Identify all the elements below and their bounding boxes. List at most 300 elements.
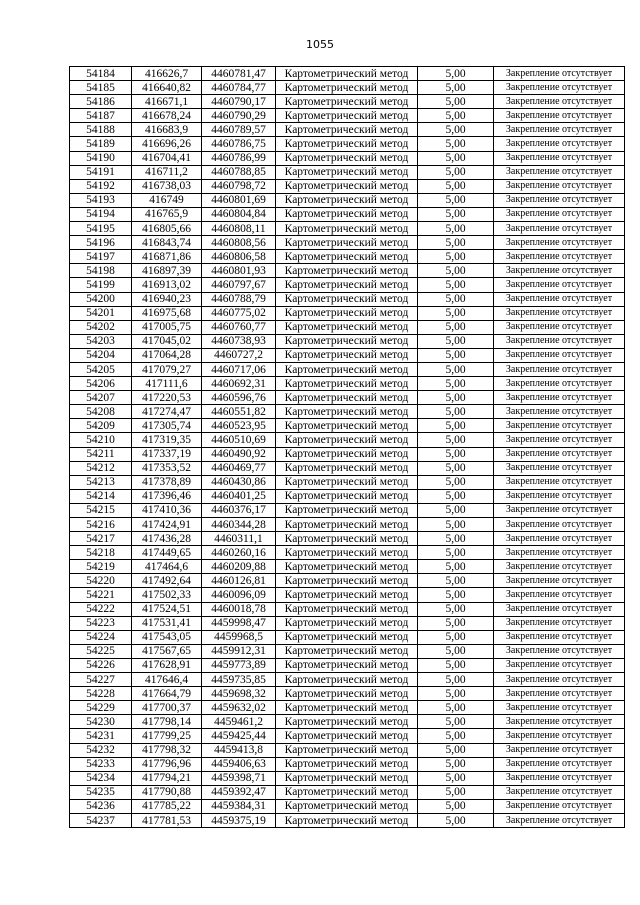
point-number-cell: 54190	[70, 151, 132, 165]
y-coordinate-cell: 4459375,19	[202, 813, 276, 827]
y-coordinate-cell: 4459698,32	[202, 687, 276, 701]
y-coordinate-cell: 4459384,31	[202, 799, 276, 813]
point-number-cell: 54237	[70, 813, 132, 827]
table-row	[70, 193, 625, 207]
point-number-cell: 54232	[70, 743, 132, 757]
table-row	[70, 377, 625, 391]
precision-cell: 5,00	[418, 602, 494, 616]
precision-cell: 5,00	[418, 532, 494, 546]
y-coordinate-cell: 4460430,86	[202, 475, 276, 489]
table-row	[70, 701, 625, 715]
x-coordinate-cell: 417079,27	[132, 362, 202, 376]
y-coordinate-cell: 4459406,63	[202, 757, 276, 771]
precision-cell: 5,00	[418, 151, 494, 165]
table-row	[70, 785, 625, 799]
point-number-cell: 54192	[70, 179, 132, 193]
fixation-note-cell: Закрепление отсутствует	[494, 95, 625, 109]
x-coordinate-cell: 417785,22	[132, 799, 202, 813]
x-coordinate-cell: 417274,47	[132, 405, 202, 419]
table-row	[70, 165, 625, 179]
table-row	[70, 687, 625, 701]
point-number-cell: 54226	[70, 658, 132, 672]
method-cell: Картометрический метод	[276, 405, 418, 419]
y-coordinate-cell: 4460344,28	[202, 518, 276, 532]
precision-cell: 5,00	[418, 179, 494, 193]
precision-cell: 5,00	[418, 320, 494, 334]
precision-cell: 5,00	[418, 729, 494, 743]
table-row	[70, 771, 625, 785]
y-coordinate-cell: 4460260,16	[202, 546, 276, 560]
x-coordinate-cell: 417424,91	[132, 518, 202, 532]
fixation-note-cell: Закрепление отсутствует	[494, 377, 625, 391]
x-coordinate-cell: 417794,21	[132, 771, 202, 785]
table-row	[70, 250, 625, 264]
fixation-note-cell: Закрепление отсутствует	[494, 574, 625, 588]
table-row	[70, 292, 625, 306]
table-row	[70, 81, 625, 95]
method-cell: Картометрический метод	[276, 574, 418, 588]
precision-cell: 5,00	[418, 616, 494, 630]
y-coordinate-cell: 4459413,8	[202, 743, 276, 757]
method-cell: Картометрический метод	[276, 123, 418, 137]
method-cell: Картометрический метод	[276, 771, 418, 785]
point-number-cell: 54209	[70, 419, 132, 433]
method-cell: Картометрический метод	[276, 95, 418, 109]
table-row	[70, 715, 625, 729]
x-coordinate-cell: 417220,53	[132, 391, 202, 405]
point-number-cell: 54216	[70, 518, 132, 532]
precision-cell: 5,00	[418, 560, 494, 574]
x-coordinate-cell: 417410,36	[132, 503, 202, 517]
x-coordinate-cell: 417305,74	[132, 419, 202, 433]
fixation-note-cell: Закрепление отсутствует	[494, 461, 625, 475]
fixation-note-cell: Закрепление отсутствует	[494, 630, 625, 644]
table-row	[70, 813, 625, 827]
fixation-note-cell: Закрепление отсутствует	[494, 546, 625, 560]
point-number-cell: 54233	[70, 757, 132, 771]
fixation-note-cell: Закрепление отсутствует	[494, 67, 625, 81]
precision-cell: 5,00	[418, 222, 494, 236]
point-number-cell: 54222	[70, 602, 132, 616]
fixation-note-cell: Закрепление отсутствует	[494, 687, 625, 701]
method-cell: Картометрический метод	[276, 701, 418, 715]
point-number-cell: 54221	[70, 588, 132, 602]
precision-cell: 5,00	[418, 207, 494, 221]
y-coordinate-cell: 4460781,47	[202, 67, 276, 81]
method-cell: Картометрический метод	[276, 377, 418, 391]
precision-cell: 5,00	[418, 165, 494, 179]
x-coordinate-cell: 417524,51	[132, 602, 202, 616]
fixation-note-cell: Закрепление отсутствует	[494, 222, 625, 236]
y-coordinate-cell: 4460738,93	[202, 334, 276, 348]
fixation-note-cell: Закрепление отсутствует	[494, 616, 625, 630]
method-cell: Картометрический метод	[276, 503, 418, 517]
method-cell: Картометрический метод	[276, 785, 418, 799]
x-coordinate-cell: 417798,14	[132, 715, 202, 729]
y-coordinate-cell: 4460401,25	[202, 489, 276, 503]
point-number-cell: 54205	[70, 362, 132, 376]
x-coordinate-cell: 417796,96	[132, 757, 202, 771]
method-cell: Картометрический метод	[276, 433, 418, 447]
table-row	[70, 362, 625, 376]
method-cell: Картометрический метод	[276, 757, 418, 771]
x-coordinate-cell: 416678,24	[132, 109, 202, 123]
fixation-note-cell: Закрепление отсутствует	[494, 334, 625, 348]
fixation-note-cell: Закрепление отсутствует	[494, 799, 625, 813]
method-cell: Картометрический метод	[276, 644, 418, 658]
fixation-note-cell: Закрепление отсутствует	[494, 207, 625, 221]
table-row	[70, 461, 625, 475]
fixation-note-cell: Закрепление отсутствует	[494, 193, 625, 207]
x-coordinate-cell: 417492,64	[132, 574, 202, 588]
point-number-cell: 54235	[70, 785, 132, 799]
point-number-cell: 54227	[70, 673, 132, 687]
y-coordinate-cell: 4460523,95	[202, 419, 276, 433]
fixation-note-cell: Закрепление отсутствует	[494, 236, 625, 250]
method-cell: Картометрический метод	[276, 602, 418, 616]
fixation-note-cell: Закрепление отсутствует	[494, 813, 625, 827]
point-number-cell: 54224	[70, 630, 132, 644]
point-number-cell: 54189	[70, 137, 132, 151]
point-number-cell: 54217	[70, 532, 132, 546]
x-coordinate-cell: 417798,32	[132, 743, 202, 757]
fixation-note-cell: Закрепление отсутствует	[494, 673, 625, 687]
fixation-note-cell: Закрепление отсутствует	[494, 701, 625, 715]
point-number-cell: 54208	[70, 405, 132, 419]
x-coordinate-cell: 417064,28	[132, 348, 202, 362]
fixation-note-cell: Закрепление отсутствует	[494, 785, 625, 799]
table-row	[70, 405, 625, 419]
y-coordinate-cell: 4460096,09	[202, 588, 276, 602]
method-cell: Картометрический метод	[276, 475, 418, 489]
y-coordinate-cell: 4460790,29	[202, 109, 276, 123]
table-row	[70, 137, 625, 151]
precision-cell: 5,00	[418, 813, 494, 827]
y-coordinate-cell: 4460596,76	[202, 391, 276, 405]
table-row	[70, 602, 625, 616]
y-coordinate-cell: 4459998,47	[202, 616, 276, 630]
point-number-cell: 54185	[70, 81, 132, 95]
method-cell: Картометрический метод	[276, 67, 418, 81]
fixation-note-cell: Закрепление отсутствует	[494, 729, 625, 743]
point-number-cell: 54207	[70, 391, 132, 405]
point-number-cell: 54191	[70, 165, 132, 179]
precision-cell: 5,00	[418, 644, 494, 658]
x-coordinate-cell: 416704,41	[132, 151, 202, 165]
method-cell: Картометрический метод	[276, 489, 418, 503]
fixation-note-cell: Закрепление отсутствует	[494, 348, 625, 362]
table-row	[70, 546, 625, 560]
method-cell: Картометрический метод	[276, 799, 418, 813]
y-coordinate-cell: 4459773,89	[202, 658, 276, 672]
table-row	[70, 179, 625, 193]
y-coordinate-cell: 4460760,77	[202, 320, 276, 334]
precision-cell: 5,00	[418, 391, 494, 405]
fixation-note-cell: Закрепление отсутствует	[494, 447, 625, 461]
x-coordinate-cell: 417700,37	[132, 701, 202, 715]
fixation-note-cell: Закрепление отсутствует	[494, 475, 625, 489]
fixation-note-cell: Закрепление отсутствует	[494, 179, 625, 193]
table-row	[70, 560, 625, 574]
point-number-cell: 54202	[70, 320, 132, 334]
y-coordinate-cell: 4460806,58	[202, 250, 276, 264]
table-row	[70, 433, 625, 447]
fixation-note-cell: Закрепление отсутствует	[494, 757, 625, 771]
x-coordinate-cell: 417045,02	[132, 334, 202, 348]
method-cell: Картометрический метод	[276, 588, 418, 602]
point-number-cell: 54218	[70, 546, 132, 560]
point-number-cell: 54211	[70, 447, 132, 461]
point-number-cell: 54214	[70, 489, 132, 503]
fixation-note-cell: Закрепление отсутствует	[494, 743, 625, 757]
table-row	[70, 644, 625, 658]
precision-cell: 5,00	[418, 546, 494, 560]
method-cell: Картометрический метод	[276, 306, 418, 320]
precision-cell: 5,00	[418, 264, 494, 278]
x-coordinate-cell: 417337,19	[132, 447, 202, 461]
method-cell: Картометрический метод	[276, 348, 418, 362]
x-coordinate-cell: 416765,9	[132, 207, 202, 221]
precision-cell: 5,00	[418, 95, 494, 109]
method-cell: Картометрический метод	[276, 532, 418, 546]
point-number-cell: 54236	[70, 799, 132, 813]
precision-cell: 5,00	[418, 377, 494, 391]
method-cell: Картометрический метод	[276, 81, 418, 95]
point-number-cell: 54194	[70, 207, 132, 221]
precision-cell: 5,00	[418, 81, 494, 95]
fixation-note-cell: Закрепление отсутствует	[494, 109, 625, 123]
method-cell: Картометрический метод	[276, 729, 418, 743]
precision-cell: 5,00	[418, 348, 494, 362]
table-row	[70, 532, 625, 546]
precision-cell: 5,00	[418, 475, 494, 489]
table-row	[70, 673, 625, 687]
precision-cell: 5,00	[418, 574, 494, 588]
precision-cell: 5,00	[418, 785, 494, 799]
y-coordinate-cell: 4460311,1	[202, 532, 276, 546]
table-row	[70, 518, 625, 532]
table-row	[70, 278, 625, 292]
x-coordinate-cell: 416640,82	[132, 81, 202, 95]
fixation-note-cell: Закрепление отсутствует	[494, 503, 625, 517]
y-coordinate-cell: 4460717,06	[202, 362, 276, 376]
x-coordinate-cell: 417790,88	[132, 785, 202, 799]
precision-cell: 5,00	[418, 743, 494, 757]
y-coordinate-cell: 4460692,31	[202, 377, 276, 391]
point-number-cell: 54220	[70, 574, 132, 588]
x-coordinate-cell: 416749	[132, 193, 202, 207]
point-number-cell: 54219	[70, 560, 132, 574]
y-coordinate-cell: 4460775,02	[202, 306, 276, 320]
method-cell: Картометрический метод	[276, 222, 418, 236]
point-number-cell: 54206	[70, 377, 132, 391]
table-row	[70, 207, 625, 221]
y-coordinate-cell: 4460790,17	[202, 95, 276, 109]
method-cell: Картометрический метод	[276, 560, 418, 574]
method-cell: Картометрический метод	[276, 151, 418, 165]
method-cell: Картометрический метод	[276, 334, 418, 348]
y-coordinate-cell: 4460784,77	[202, 81, 276, 95]
precision-cell: 5,00	[418, 109, 494, 123]
y-coordinate-cell: 4460788,79	[202, 292, 276, 306]
y-coordinate-cell: 4460490,92	[202, 447, 276, 461]
point-number-cell: 54203	[70, 334, 132, 348]
y-coordinate-cell: 4459968,5	[202, 630, 276, 644]
y-coordinate-cell: 4460551,82	[202, 405, 276, 419]
x-coordinate-cell: 417005,75	[132, 320, 202, 334]
precision-cell: 5,00	[418, 588, 494, 602]
fixation-note-cell: Закрепление отсутствует	[494, 419, 625, 433]
precision-cell: 5,00	[418, 489, 494, 503]
fixation-note-cell: Закрепление отсутствует	[494, 489, 625, 503]
y-coordinate-cell: 4459461,2	[202, 715, 276, 729]
table-row	[70, 264, 625, 278]
precision-cell: 5,00	[418, 687, 494, 701]
point-number-cell: 54188	[70, 123, 132, 137]
x-coordinate-cell: 416805,66	[132, 222, 202, 236]
fixation-note-cell: Закрепление отсутствует	[494, 433, 625, 447]
x-coordinate-cell: 417464,6	[132, 560, 202, 574]
x-coordinate-cell: 416913,02	[132, 278, 202, 292]
x-coordinate-cell: 417781,53	[132, 813, 202, 827]
method-cell: Картометрический метод	[276, 165, 418, 179]
x-coordinate-cell: 417319,35	[132, 433, 202, 447]
table-row	[70, 306, 625, 320]
fixation-note-cell: Закрепление отсутствует	[494, 151, 625, 165]
precision-cell: 5,00	[418, 306, 494, 320]
method-cell: Картометрический метод	[276, 250, 418, 264]
precision-cell: 5,00	[418, 137, 494, 151]
x-coordinate-cell: 416738,03	[132, 179, 202, 193]
fixation-note-cell: Закрепление отсутствует	[494, 81, 625, 95]
table-row	[70, 630, 625, 644]
y-coordinate-cell: 4460126,81	[202, 574, 276, 588]
point-number-cell: 54187	[70, 109, 132, 123]
y-coordinate-cell: 4460801,69	[202, 193, 276, 207]
precision-cell: 5,00	[418, 334, 494, 348]
point-number-cell: 54200	[70, 292, 132, 306]
precision-cell: 5,00	[418, 193, 494, 207]
method-cell: Картометрический метод	[276, 813, 418, 827]
table-row	[70, 109, 625, 123]
y-coordinate-cell: 4459735,85	[202, 673, 276, 687]
table-row	[70, 799, 625, 813]
x-coordinate-cell: 416843,74	[132, 236, 202, 250]
method-cell: Картометрический метод	[276, 137, 418, 151]
method-cell: Картометрический метод	[276, 264, 418, 278]
precision-cell: 5,00	[418, 123, 494, 137]
x-coordinate-cell: 417531,41	[132, 616, 202, 630]
y-coordinate-cell: 4460808,56	[202, 236, 276, 250]
point-number-cell: 54212	[70, 461, 132, 475]
y-coordinate-cell: 4460786,99	[202, 151, 276, 165]
precision-cell: 5,00	[418, 518, 494, 532]
y-coordinate-cell: 4459632,02	[202, 701, 276, 715]
method-cell: Картометрический метод	[276, 546, 418, 560]
precision-cell: 5,00	[418, 419, 494, 433]
table-row	[70, 658, 625, 672]
fixation-note-cell: Закрепление отсутствует	[494, 320, 625, 334]
point-number-cell: 54199	[70, 278, 132, 292]
point-number-cell: 54184	[70, 67, 132, 81]
method-cell: Картометрический метод	[276, 616, 418, 630]
point-number-cell: 54231	[70, 729, 132, 743]
table-row	[70, 123, 625, 137]
x-coordinate-cell: 417449,65	[132, 546, 202, 560]
precision-cell: 5,00	[418, 250, 494, 264]
y-coordinate-cell: 4460510,69	[202, 433, 276, 447]
y-coordinate-cell: 4460789,57	[202, 123, 276, 137]
y-coordinate-cell: 4460786,75	[202, 137, 276, 151]
fixation-note-cell: Закрепление отсутствует	[494, 123, 625, 137]
table-row	[70, 236, 625, 250]
table-row	[70, 67, 625, 81]
precision-cell: 5,00	[418, 67, 494, 81]
x-coordinate-cell: 417436,28	[132, 532, 202, 546]
precision-cell: 5,00	[418, 673, 494, 687]
point-number-cell: 54204	[70, 348, 132, 362]
y-coordinate-cell: 4460376,17	[202, 503, 276, 517]
fixation-note-cell: Закрепление отсутствует	[494, 602, 625, 616]
method-cell: Картометрический метод	[276, 419, 418, 433]
point-number-cell: 54229	[70, 701, 132, 715]
table-row	[70, 757, 625, 771]
x-coordinate-cell: 416897,39	[132, 264, 202, 278]
method-cell: Картометрический метод	[276, 320, 418, 334]
x-coordinate-cell: 417567,65	[132, 644, 202, 658]
point-number-cell: 54197	[70, 250, 132, 264]
fixation-note-cell: Закрепление отсутствует	[494, 658, 625, 672]
y-coordinate-cell: 4459398,71	[202, 771, 276, 785]
method-cell: Картометрический метод	[276, 673, 418, 687]
fixation-note-cell: Закрепление отсутствует	[494, 644, 625, 658]
precision-cell: 5,00	[418, 503, 494, 517]
table-row	[70, 489, 625, 503]
method-cell: Картометрический метод	[276, 461, 418, 475]
fixation-note-cell: Закрепление отсутствует	[494, 405, 625, 419]
fixation-note-cell: Закрепление отсутствует	[494, 165, 625, 179]
table-row	[70, 334, 625, 348]
point-number-cell: 54186	[70, 95, 132, 109]
table-row	[70, 503, 625, 517]
y-coordinate-cell: 4460798,72	[202, 179, 276, 193]
y-coordinate-cell: 4460788,85	[202, 165, 276, 179]
precision-cell: 5,00	[418, 405, 494, 419]
fixation-note-cell: Закрепление отсутствует	[494, 771, 625, 785]
fixation-note-cell: Закрепление отсутствует	[494, 292, 625, 306]
fixation-note-cell: Закрепление отсутствует	[494, 278, 625, 292]
y-coordinate-cell: 4459425,44	[202, 729, 276, 743]
point-number-cell: 54230	[70, 715, 132, 729]
precision-cell: 5,00	[418, 771, 494, 785]
table-row	[70, 743, 625, 757]
precision-cell: 5,00	[418, 278, 494, 292]
y-coordinate-cell: 4460209,88	[202, 560, 276, 574]
table-row	[70, 95, 625, 109]
precision-cell: 5,00	[418, 447, 494, 461]
x-coordinate-cell: 416626,7	[132, 67, 202, 81]
precision-cell: 5,00	[418, 658, 494, 672]
point-number-cell: 54201	[70, 306, 132, 320]
fixation-note-cell: Закрепление отсутствует	[494, 391, 625, 405]
precision-cell: 5,00	[418, 715, 494, 729]
table-body	[70, 67, 625, 828]
method-cell: Картометрический метод	[276, 518, 418, 532]
method-cell: Картометрический метод	[276, 292, 418, 306]
table-row	[70, 151, 625, 165]
fixation-note-cell: Закрепление отсутствует	[494, 560, 625, 574]
precision-cell: 5,00	[418, 236, 494, 250]
